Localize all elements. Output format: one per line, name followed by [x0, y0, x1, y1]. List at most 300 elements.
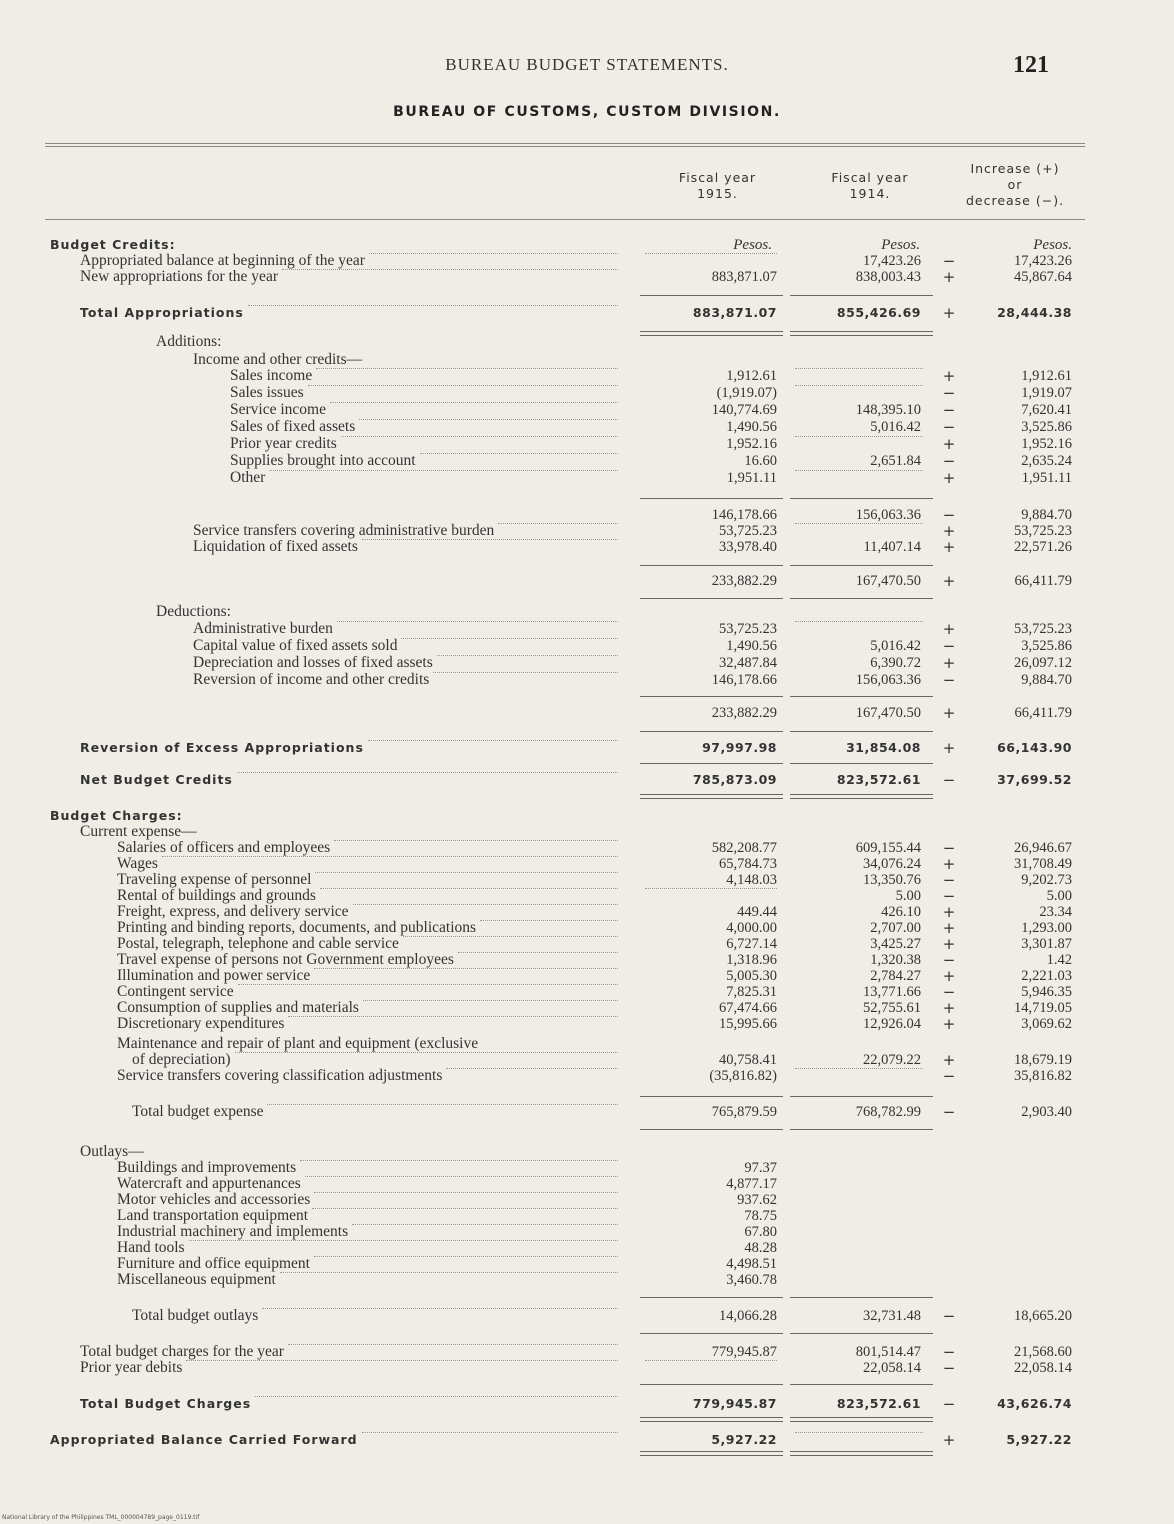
leader-dots — [362, 539, 618, 540]
ledger-row — [0, 824, 1174, 840]
ledger-row — [0, 920, 1174, 936]
leader-dots — [458, 952, 618, 953]
row-label: Deductions: — [156, 603, 231, 620]
sum-rule — [640, 1129, 783, 1130]
value-change: 3,069.62 — [1021, 1016, 1072, 1032]
value-1915: 4,877.17 — [726, 1176, 777, 1192]
leader-dots — [498, 523, 618, 524]
change-sign: − — [942, 871, 956, 889]
ledger-row — [0, 1176, 1174, 1192]
value-change: 2,635.24 — [1021, 453, 1072, 469]
ledger-row — [0, 655, 1174, 671]
row-label: Income and other credits— — [193, 351, 363, 368]
ledger-row — [0, 840, 1174, 856]
value-change: 28,444.38 — [997, 305, 1072, 320]
value-1915: 937.62 — [737, 1192, 777, 1208]
unit-1915: Pesos. — [733, 237, 772, 253]
leader-dots — [369, 253, 618, 254]
ledger-row — [0, 237, 1174, 253]
value-1914: 2,651.84 — [870, 453, 921, 469]
leader-dots — [314, 1256, 618, 1257]
value-change: 1,912.61 — [1021, 368, 1072, 384]
value-1915: 5,927.22 — [711, 1432, 777, 1447]
ledger-row — [0, 1272, 1174, 1288]
value-change: 22,571.26 — [1014, 539, 1072, 555]
row-label: Hand tools — [117, 1239, 185, 1256]
value-1915: 233,882.29 — [711, 573, 777, 589]
change-sign: − — [942, 1307, 956, 1325]
leader-dots — [403, 936, 618, 937]
value-change: 18,665.20 — [1014, 1308, 1072, 1324]
sum-rule — [640, 696, 783, 697]
blank-leader — [795, 1432, 923, 1433]
ledger-row — [0, 672, 1174, 688]
sum-rule — [640, 1096, 783, 1097]
leader-dots — [334, 840, 618, 841]
ledger-row — [0, 772, 1174, 788]
ledger-row — [0, 523, 1174, 539]
sum-rule — [790, 731, 933, 732]
change-sign: + — [942, 469, 956, 487]
value-1914: 5,016.42 — [870, 419, 921, 435]
row-label: Appropriated balance at beginning of the year — [80, 252, 365, 269]
ledger-row — [0, 269, 1174, 285]
change-sign: − — [942, 418, 956, 436]
value-1915: 785,873.09 — [692, 772, 777, 787]
leader-dots — [362, 1432, 618, 1433]
row-label: Wages — [117, 855, 158, 872]
ledger-row — [0, 604, 1174, 620]
value-1915: 140,774.69 — [711, 402, 777, 418]
value-change: 21,568.60 — [1014, 1344, 1072, 1360]
change-sign: + — [942, 1051, 956, 1069]
change-sign: + — [942, 572, 956, 590]
row-label: Miscellaneous equipment — [117, 1271, 276, 1288]
value-change: 3,525.86 — [1021, 638, 1072, 654]
ledger-row — [0, 1256, 1174, 1272]
row-label: Discretionary expenditures — [117, 1015, 285, 1032]
value-change: 35,816.82 — [1014, 1068, 1072, 1084]
value-1915: 883,871.07 — [692, 305, 777, 320]
row-label: Additions: — [156, 333, 222, 350]
top-rule-2 — [45, 146, 1085, 147]
value-1915: 582,208.77 — [711, 840, 777, 856]
ledger-row — [0, 402, 1174, 418]
scan-footer: National Library of the Philippines TML_000004789_page_0119.tif — [2, 1514, 200, 1521]
value-1914: 22,058.14 — [863, 1360, 921, 1376]
value-1915: 765,879.59 — [711, 1104, 777, 1120]
value-1914: 5.00 — [895, 888, 921, 904]
row-label: Travel expense of persons not Government employees — [117, 951, 454, 968]
value-1914: 148,395.10 — [855, 402, 921, 418]
value-change: 18,679.19 — [1014, 1052, 1072, 1068]
value-change: 26,946.67 — [1014, 840, 1072, 856]
ledger-row — [0, 419, 1174, 435]
ledger-row — [0, 1432, 1174, 1448]
ledger-row — [0, 638, 1174, 654]
leader-dots — [433, 672, 618, 673]
row-label: Land transportation equipment — [117, 1207, 309, 1224]
change-sign: − — [942, 384, 956, 402]
value-change: 1.42 — [1046, 952, 1072, 968]
leader-dots — [314, 968, 618, 969]
value-change: 66,411.79 — [1014, 573, 1072, 589]
sum-rule — [640, 498, 783, 499]
row-label: Contingent service — [117, 983, 234, 1000]
row-label: Total budget expense — [132, 1103, 264, 1120]
change-sign: + — [942, 967, 956, 985]
leader-dots — [300, 1160, 618, 1161]
leader-dots — [337, 621, 618, 622]
ledger-row — [0, 1224, 1174, 1240]
value-1915: 449.44 — [737, 904, 777, 920]
row-label: Reversion of Excess Appropriations — [80, 740, 364, 755]
value-1914: 22,079.22 — [863, 1052, 921, 1068]
change-sign: + — [942, 522, 956, 540]
row-label: Supplies brought into account — [230, 452, 416, 469]
ledger-row — [0, 1208, 1174, 1224]
leader-dots — [420, 453, 618, 454]
ledger-row — [0, 872, 1174, 888]
sum-rule — [640, 763, 783, 764]
value-1914: 52,755.61 — [863, 1000, 921, 1016]
value-change: 1,952.16 — [1021, 436, 1072, 452]
leader-dots — [316, 368, 618, 369]
leader-dots — [401, 638, 618, 639]
change-sign: + — [942, 538, 956, 556]
value-change: 9,202.73 — [1021, 872, 1072, 888]
ledger-row — [0, 952, 1174, 968]
ledger-row — [0, 334, 1174, 350]
unit-change: Pesos. — [1033, 237, 1072, 253]
row-label: Service income — [230, 401, 326, 418]
row-label: Service transfers covering administrative burden — [193, 522, 495, 539]
ledger-row — [0, 936, 1174, 952]
row-label: Motor vehicles and accessories — [117, 1191, 311, 1208]
change-sign: − — [942, 839, 956, 857]
value-1914: 801,514.47 — [855, 1344, 921, 1360]
sum-rule — [640, 1333, 783, 1334]
value-1914: 156,063.36 — [855, 507, 921, 523]
value-1915: 1,490.56 — [726, 638, 777, 654]
blank-leader — [645, 253, 777, 254]
change-sign: − — [942, 1067, 956, 1085]
row-label: Outlays— — [80, 1143, 144, 1160]
value-1915: 883,871.07 — [711, 269, 777, 285]
leader-dots — [368, 740, 618, 741]
leader-dots — [280, 1272, 618, 1273]
value-1915: 146,178.66 — [711, 672, 777, 688]
value-1915: 1,318.96 — [726, 952, 777, 968]
row-label: Service transfers covering classification adjustments — [117, 1067, 443, 1084]
row-label: of depreciation) — [132, 1051, 231, 1068]
leader-dots — [352, 1224, 618, 1225]
ledger-row — [0, 1396, 1174, 1412]
row-label: Appropriated Balance Carried Forward — [50, 1432, 358, 1447]
sum-rule — [790, 696, 933, 697]
row-label: Total budget charges for the year — [80, 1343, 284, 1360]
value-1914: 31,854.08 — [846, 740, 921, 755]
row-label: Total Budget Charges — [80, 1396, 252, 1411]
leader-dots — [255, 1396, 618, 1397]
value-1914: 6,390.72 — [870, 655, 921, 671]
leader-dots — [267, 1104, 618, 1105]
double-rule — [640, 331, 783, 336]
value-1914: 12,926.04 — [863, 1016, 921, 1032]
ledger-row — [0, 253, 1174, 269]
value-1915: 5,005.30 — [726, 968, 777, 984]
change-sign: + — [942, 620, 956, 638]
ledger-row — [0, 453, 1174, 469]
double-rule — [790, 1417, 933, 1422]
row-label: Sales issues — [230, 384, 304, 401]
value-1915: 97.37 — [744, 1160, 777, 1176]
change-sign: − — [942, 983, 956, 1001]
ledger-row — [0, 808, 1174, 824]
value-1914: 2,707.00 — [870, 920, 921, 936]
blank-leader — [795, 385, 923, 386]
sum-rule — [790, 295, 933, 296]
change-sign: − — [942, 1395, 956, 1413]
ledger-row — [0, 856, 1174, 872]
leader-dots — [282, 269, 618, 270]
row-label: Watercraft and appurtenances — [117, 1175, 301, 1192]
value-1915: 48.28 — [744, 1240, 777, 1256]
value-1914: 167,470.50 — [855, 705, 921, 721]
leader-dots — [341, 436, 618, 437]
value-1914: 855,426.69 — [836, 305, 921, 320]
ledger-row — [0, 1104, 1174, 1120]
sum-rule — [790, 598, 933, 599]
value-1915: 3,460.78 — [726, 1272, 777, 1288]
change-sign: + — [942, 304, 956, 322]
value-1915: (35,816.82) — [709, 1068, 777, 1084]
value-1915: 233,882.29 — [711, 705, 777, 721]
value-change: 5,927.22 — [1006, 1432, 1072, 1447]
leader-dots — [446, 1068, 618, 1069]
sum-rule — [640, 565, 783, 566]
ledger-row — [0, 1068, 1174, 1084]
row-label: Freight, express, and delivery service — [117, 903, 349, 920]
double-rule — [790, 331, 933, 336]
row-label: Net Budget Credits — [80, 772, 233, 787]
ledger-row — [0, 573, 1174, 589]
change-sign: + — [942, 903, 956, 921]
value-1914: 1,320.38 — [870, 952, 921, 968]
leader-dots — [288, 1016, 618, 1017]
leader-dots — [312, 1208, 618, 1209]
value-1914: 156,063.36 — [855, 672, 921, 688]
ledger-row — [0, 1360, 1174, 1376]
row-label: Other — [230, 469, 266, 486]
row-label: Maintenance and repair of plant and equipment (exclusive — [117, 1035, 479, 1052]
row-label: Depreciation and losses of fixed assets — [193, 654, 433, 671]
leader-dots — [308, 385, 618, 386]
value-change: 26,097.12 — [1014, 655, 1072, 671]
column-header-1914: Fiscal year 1914. — [831, 170, 909, 201]
change-sign: + — [942, 919, 956, 937]
sum-rule — [790, 1384, 933, 1385]
ledger-row — [0, 1344, 1174, 1360]
sum-rule — [790, 1096, 933, 1097]
ledger-row — [0, 368, 1174, 384]
row-label: Illumination and power service — [117, 967, 311, 984]
value-1915: 4,498.51 — [726, 1256, 777, 1272]
value-change: 37,699.52 — [997, 772, 1072, 787]
value-change: 14,719.05 — [1014, 1000, 1072, 1016]
value-1915: 53,725.23 — [719, 621, 777, 637]
value-1914: 768,782.99 — [855, 1104, 921, 1120]
double-rule — [640, 1417, 783, 1422]
row-label: Prior year credits — [230, 435, 337, 452]
change-sign: − — [942, 1359, 956, 1377]
ledger-row — [0, 1052, 1174, 1068]
change-sign: + — [942, 935, 956, 953]
row-label: Prior year debits — [80, 1359, 183, 1376]
value-1914: 13,771.66 — [863, 984, 921, 1000]
value-1914: 17,423.26 — [863, 253, 921, 269]
page-number: 121 — [1013, 52, 1049, 78]
ledger-row — [0, 1000, 1174, 1016]
value-1915: 78.75 — [744, 1208, 777, 1224]
row-label: Postal, telegraph, telephone and cable service — [117, 935, 399, 952]
change-sign: − — [942, 951, 956, 969]
leader-dots — [288, 1344, 618, 1345]
ledger-row — [0, 1160, 1174, 1176]
change-sign: − — [942, 401, 956, 419]
row-label: Current expense— — [80, 823, 197, 840]
value-change: 22,058.14 — [1014, 1360, 1072, 1376]
change-sign: + — [942, 999, 956, 1017]
leader-dots — [189, 1240, 618, 1241]
value-1915: 67,474.66 — [719, 1000, 777, 1016]
value-1915: 146,178.66 — [711, 507, 777, 523]
row-label: Reversion of income and other credits — [193, 671, 430, 688]
row-label: Consumption of supplies and materials — [117, 999, 359, 1016]
value-1915: 65,784.73 — [719, 856, 777, 872]
ledger-row — [0, 1036, 1174, 1052]
column-header-1915: Fiscal year 1915. — [678, 170, 757, 201]
row-label: Salaries of officers and employees — [117, 839, 331, 856]
leader-dots — [437, 655, 618, 656]
value-1914: 2,784.27 — [870, 968, 921, 984]
change-sign: + — [942, 1431, 956, 1449]
row-label: Rental of buildings and grounds — [117, 887, 316, 904]
value-change: 3,525.86 — [1021, 419, 1072, 435]
ledger-row — [0, 1240, 1174, 1256]
value-change: 17,423.26 — [1014, 253, 1072, 269]
leader-dots — [315, 872, 618, 873]
value-change: 9,884.70 — [1021, 672, 1072, 688]
leader-dots — [162, 856, 618, 857]
value-change: 2,221.03 — [1021, 968, 1072, 984]
value-1915: 1,490.56 — [726, 419, 777, 435]
page-title: BUREAU OF CUSTOMS, CUSTOM DIVISION. — [393, 104, 781, 120]
ledger-row — [0, 305, 1174, 321]
row-label: Administrative burden — [193, 620, 333, 637]
change-sign: − — [942, 506, 956, 524]
value-1915: 1,951.11 — [726, 470, 777, 486]
blank-leader — [795, 368, 923, 369]
change-sign: − — [942, 887, 956, 905]
value-1915: 14,066.28 — [719, 1308, 777, 1324]
row-label: Total budget outlays — [132, 1307, 259, 1324]
sum-rule — [640, 1297, 783, 1298]
ledger-row — [0, 740, 1174, 756]
value-change: 45,867.64 — [1014, 269, 1072, 285]
ledger-row — [0, 705, 1174, 721]
sum-rule — [790, 565, 933, 566]
leader-dots — [353, 904, 618, 905]
change-sign: − — [942, 771, 956, 789]
value-1915: 1,952.16 — [726, 436, 777, 452]
leader-dots — [235, 1052, 618, 1053]
value-change: 43,626.74 — [997, 1396, 1072, 1411]
value-change: 9,884.70 — [1021, 507, 1072, 523]
change-sign: + — [942, 654, 956, 672]
sum-rule — [790, 1333, 933, 1334]
leader-dots — [314, 1192, 618, 1193]
change-sign: − — [942, 671, 956, 689]
ledger-row — [0, 385, 1174, 401]
ledger-row — [0, 1192, 1174, 1208]
leader-dots — [237, 772, 618, 773]
leader-dots — [363, 1000, 618, 1001]
change-sign: + — [942, 855, 956, 873]
leader-dots — [186, 1360, 618, 1361]
change-sign: − — [942, 1343, 956, 1361]
row-label: Furniture and office equipment — [117, 1255, 310, 1272]
ledger-row — [0, 352, 1174, 368]
row-label: Total Appropriations — [80, 305, 244, 320]
blank-leader — [795, 470, 923, 471]
sum-rule — [790, 498, 933, 499]
value-1915: 40,758.41 — [719, 1052, 777, 1068]
value-change: 66,411.79 — [1014, 705, 1072, 721]
value-1914: 13,350.76 — [863, 872, 921, 888]
sum-rule — [640, 598, 783, 599]
value-change: 66,143.90 — [997, 740, 1072, 755]
sum-rule — [640, 731, 783, 732]
value-1915: 97,997.98 — [702, 740, 777, 755]
leader-dots — [269, 470, 618, 471]
value-1914: 5,016.42 — [870, 638, 921, 654]
value-1915: 16.60 — [744, 453, 777, 469]
value-change: 5,946.35 — [1021, 984, 1072, 1000]
sum-rule — [790, 763, 933, 764]
ledger-row — [0, 1308, 1174, 1324]
ledger-row — [0, 888, 1174, 904]
double-rule — [640, 794, 783, 799]
value-change: 3,301.87 — [1021, 936, 1072, 952]
double-rule — [790, 1451, 933, 1456]
change-sign: − — [942, 252, 956, 270]
change-sign: − — [942, 1103, 956, 1121]
row-label: Liquidation of fixed assets — [193, 538, 358, 555]
value-change: 53,725.23 — [1014, 621, 1072, 637]
value-1914: 609,155.44 — [855, 840, 921, 856]
sum-rule — [640, 295, 783, 296]
value-1914: 426.10 — [881, 904, 921, 920]
blank-leader — [795, 436, 923, 437]
leader-dots — [262, 1308, 618, 1309]
leader-dots — [480, 920, 618, 921]
value-1915: 779,945.87 — [711, 1344, 777, 1360]
change-sign: + — [942, 739, 956, 757]
value-1915: 15,995.66 — [719, 1016, 777, 1032]
value-1914: 3,425.27 — [870, 936, 921, 952]
leader-dots — [330, 402, 618, 403]
